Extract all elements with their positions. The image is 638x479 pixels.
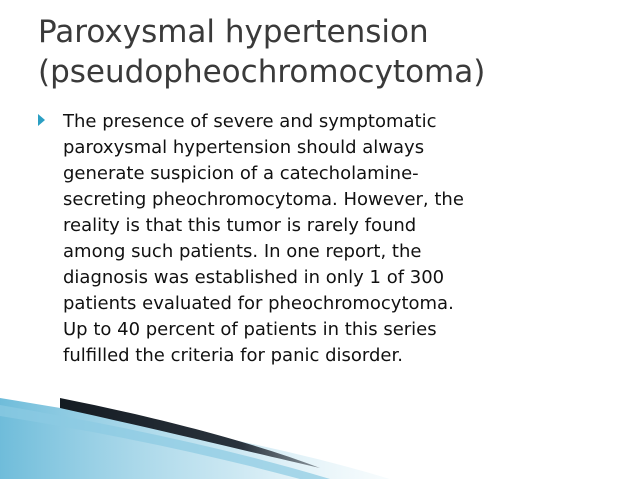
- bullet-line: secreting pheochromocytoma. However, the: [63, 189, 464, 210]
- swoosh-light: [0, 398, 390, 479]
- bullet-line: among such patients. In one report, the: [63, 241, 422, 262]
- swoosh-teal-band: [0, 405, 330, 479]
- bullet-line: reality is that this tumor is rarely found: [63, 215, 417, 236]
- bullet-line: diagnosis was established in only 1 of 300: [63, 267, 445, 288]
- swoosh-dark: [60, 398, 320, 468]
- triangle-bullet-icon: [38, 114, 45, 126]
- slide-title: [38, 12, 628, 92]
- bullet-line: generate suspicion of a catecholamine-: [63, 163, 419, 184]
- bullet-line: fulfilled the criteria for panic disorder.: [63, 345, 403, 366]
- bullet-line: paroxysmal hypertension should always: [63, 137, 425, 158]
- bullet-text: [63, 109, 623, 369]
- bullet-line: patients evaluated for pheochromocytoma.: [63, 293, 454, 314]
- title-line-1: Paroxysmal hypertension: [38, 14, 429, 50]
- bullet-line: Up to 40 percent of patients in this series: [63, 319, 437, 340]
- title-line-2: (pseudopheochromocytoma): [38, 54, 486, 90]
- bullet-line: The presence of severe and symptomatic: [63, 111, 437, 132]
